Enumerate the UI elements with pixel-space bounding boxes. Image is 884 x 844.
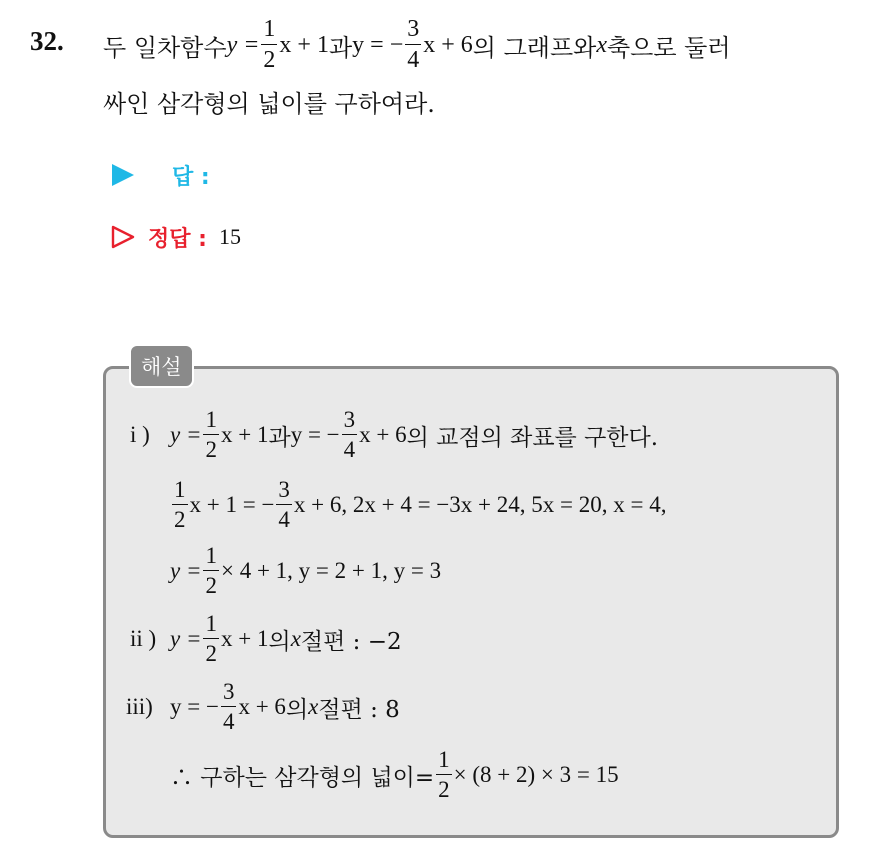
numerator: 1: [205, 406, 217, 432]
explanation-tag: 해설: [129, 344, 194, 388]
numerator: 1: [263, 15, 276, 42]
formula-2-pre: y = −: [352, 31, 404, 58]
denominator: 4: [342, 434, 358, 461]
correct-answer-label: 정답 :: [148, 226, 207, 252]
numerator: 1: [438, 746, 450, 772]
correct-answer-row: [110, 222, 241, 252]
formula-2-fraction: [405, 17, 421, 72]
numerator: 3: [222, 678, 235, 704]
step-text: 의: [285, 696, 309, 723]
play-triangle-filled-icon: [110, 163, 136, 187]
numerator: 1: [174, 476, 186, 502]
equation-text: x + 1 = −: [189, 492, 275, 517]
conclusion-text: ∴ 구하는 삼각형의 넓이=: [170, 764, 435, 791]
step-formula-post: x + 6: [359, 422, 407, 447]
numerator: 3: [343, 406, 356, 432]
numerator: 1: [205, 610, 217, 636]
explanation-step-3: [126, 676, 400, 738]
step-marker: iii): [126, 694, 153, 719]
step-fraction: [203, 612, 219, 665]
step-x-var: x: [290, 626, 301, 651]
step-text: 의 교점의 좌표를 구한다.: [406, 424, 659, 451]
step-text: 절편 : −2: [300, 628, 402, 655]
step-formula-post: x + 1: [220, 626, 269, 651]
equation-text: × 4 + 1, y = 2 + 1, y = 3: [220, 558, 442, 583]
denominator: 4: [276, 504, 292, 531]
question-line-2: 싸인 삼각형의 넓이를 구하여라.: [103, 89, 435, 118]
explanation-step-2: [130, 608, 402, 670]
question-text-d: 축으로 둘러: [607, 33, 731, 62]
denominator: 2: [436, 774, 452, 801]
question-text-a: 두 일차함수: [103, 33, 227, 62]
numerator: 3: [278, 476, 290, 502]
step-text: 절편 : 8: [318, 696, 400, 723]
denominator: 2: [203, 434, 219, 461]
step-formula-pre: y = −: [290, 422, 340, 447]
denominator: 2: [261, 44, 277, 72]
step-x-var: x: [308, 694, 319, 719]
denominator: 4: [221, 706, 237, 733]
answer-row: [110, 160, 210, 190]
step-text: 의: [268, 628, 291, 655]
denominator: 2: [203, 638, 219, 665]
step-marker: i ): [130, 422, 150, 447]
question-text-c: 의 그래프와: [472, 33, 597, 62]
step-fraction: [221, 680, 237, 733]
step-fraction: [203, 544, 219, 597]
explanation-equation-2: [170, 540, 441, 602]
question-number: 32.: [30, 26, 64, 56]
numerator: 3: [407, 15, 420, 42]
formula-1-fraction: [261, 17, 277, 72]
explanation-step-1: [130, 404, 658, 466]
step-fraction: [172, 478, 188, 531]
step-formula-post: x + 1: [220, 422, 269, 447]
denominator: 2: [203, 570, 219, 597]
question-x-var: x: [596, 31, 607, 58]
play-triangle-outline-icon: [110, 225, 136, 249]
step-text: 과: [268, 424, 291, 451]
correct-answer-value: 15: [218, 224, 241, 249]
step-marker: ii ): [130, 626, 157, 651]
step-fraction: [436, 748, 452, 801]
question-text-b: 과: [328, 33, 353, 62]
explanation-equation-1: [170, 474, 666, 536]
formula-1-post: x + 1: [279, 31, 329, 58]
formula-2-post: x + 6: [423, 31, 473, 58]
answer-label: 답 :: [172, 164, 210, 190]
explanation-conclusion: [170, 744, 619, 806]
equation-text: x + 6, 2x + 4 = −3x + 24, 5x = 20, x = 4,: [293, 492, 667, 517]
step-formula-pre: y =: [170, 422, 202, 447]
question-line-1: [103, 14, 731, 76]
step-fraction: [276, 478, 292, 531]
step-formula-pre: y = −: [170, 694, 219, 719]
step-fraction: [342, 408, 358, 461]
conclusion-math: × (8 + 2) × 3 = 15: [453, 762, 619, 787]
denominator: 2: [172, 504, 188, 531]
step-formula-pre: y =: [170, 626, 202, 651]
equation-text: y =: [170, 558, 202, 583]
step-formula-post: x + 6: [238, 694, 286, 719]
numerator: 1: [205, 542, 217, 568]
denominator: 4: [405, 44, 421, 72]
formula-1-pre: y =: [226, 31, 260, 58]
step-fraction: [203, 408, 219, 461]
